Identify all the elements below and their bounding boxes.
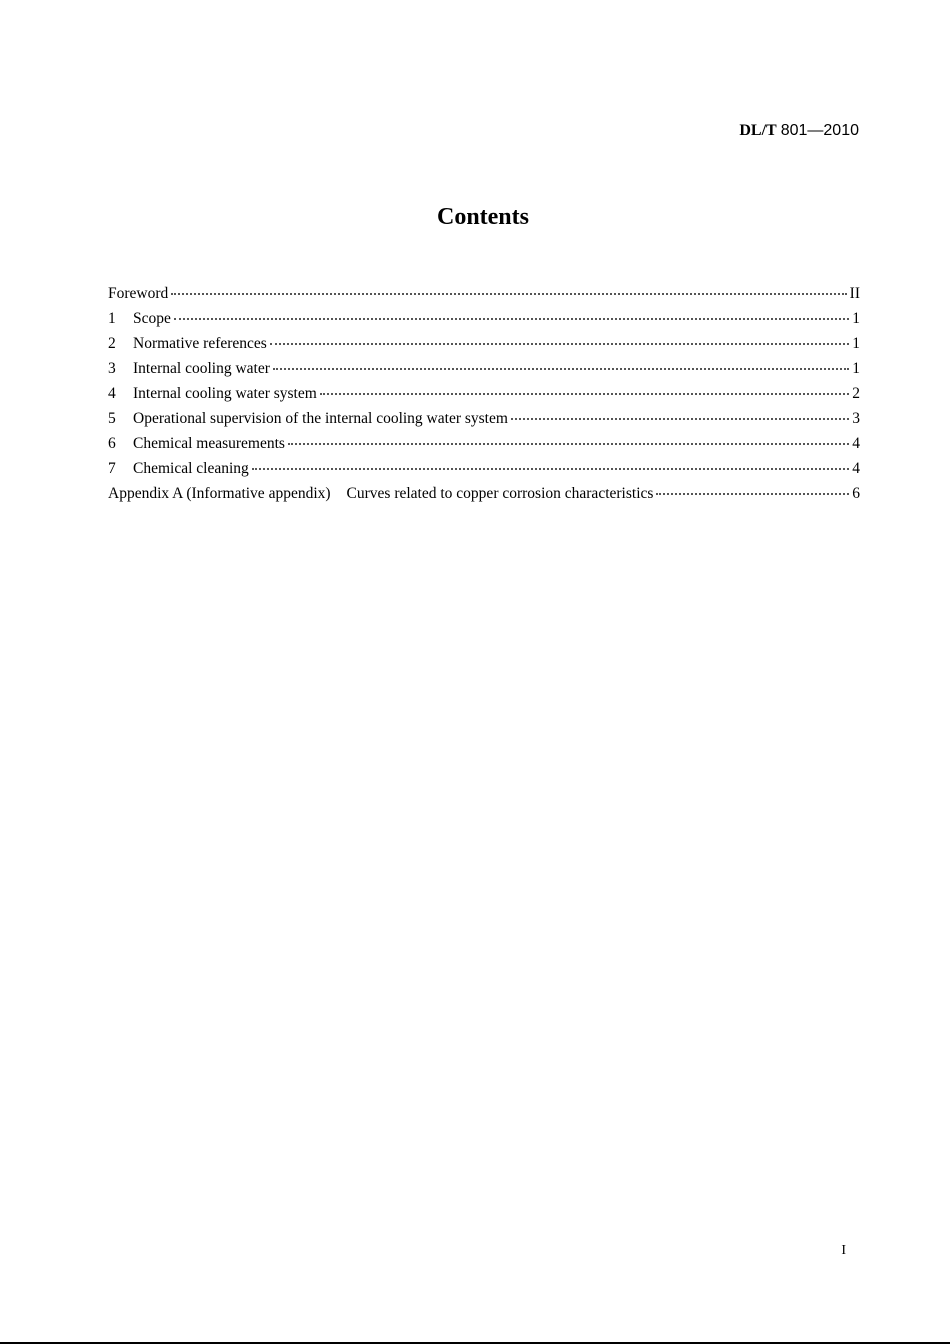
standard-code: DL/T — [739, 122, 777, 139]
toc-entry-normative-references[interactable] — [108, 334, 860, 359]
page-number: I — [841, 1243, 846, 1258]
toc-entry-title: Chemical cleaning — [133, 460, 249, 477]
toc-entry-page: 3 — [852, 410, 860, 427]
toc-entry-number: 1 — [108, 310, 116, 327]
toc-entry-page: 4 — [852, 435, 860, 452]
toc-entry-title: Internal cooling water — [133, 360, 270, 377]
toc-dot-leader — [320, 393, 849, 395]
standard-number: 801—2010 — [780, 122, 859, 139]
toc-entry-page: 4 — [852, 460, 860, 477]
toc-entry-page: 1 — [852, 310, 860, 327]
toc-entry-page: 6 — [852, 485, 860, 502]
toc-entry-number: 2 — [108, 335, 116, 352]
toc-dot-leader — [288, 443, 849, 445]
toc-entry-title: Foreword — [108, 285, 169, 302]
toc-dot-leader — [171, 293, 846, 295]
toc-entry-title: Chemical measurements — [133, 435, 285, 452]
toc-entry-chemical-measurements[interactable] — [108, 434, 860, 459]
toc-entry-internal-cooling-water[interactable] — [108, 359, 860, 384]
toc-entry-number: 6 — [108, 435, 116, 452]
toc-entry-page: 1 — [852, 360, 860, 377]
toc-entry-title: Operational supervision of the internal cooling water system — [133, 410, 508, 427]
appendix-label: Appendix A (Informative appendix) — [108, 485, 331, 502]
toc-entry-page: II — [849, 285, 860, 302]
toc-dot-leader — [174, 318, 849, 320]
toc-dot-leader — [511, 418, 849, 420]
toc-entry-number: 7 — [108, 460, 116, 477]
toc-dot-leader — [273, 368, 849, 370]
table-of-contents — [108, 284, 860, 509]
toc-entry-internal-cooling-water-system[interactable] — [108, 384, 860, 409]
appendix-subtitle: Curves related to copper corrosion characteristics — [346, 485, 654, 502]
toc-entry-title: Normative references — [133, 335, 267, 352]
toc-entry-page: 1 — [852, 335, 860, 352]
toc-entry-title: Internal cooling water system — [133, 385, 317, 402]
toc-entry-page: 2 — [852, 385, 860, 402]
toc-entry-title — [108, 484, 653, 504]
toc-dot-leader — [252, 468, 849, 470]
toc-dot-leader — [656, 493, 849, 495]
toc-entry-number: 5 — [108, 410, 116, 427]
toc-dot-leader — [270, 343, 849, 345]
toc-entry-foreword[interactable] — [108, 284, 860, 309]
page-title: Contents — [436, 204, 529, 230]
toc-entry-chemical-cleaning[interactable] — [108, 459, 860, 484]
toc-entry-title: Scope — [133, 310, 171, 327]
toc-entry-number: 4 — [108, 385, 116, 402]
toc-entry-scope[interactable] — [108, 309, 860, 334]
page-header — [739, 122, 859, 140]
toc-entry-number: 3 — [108, 360, 116, 377]
toc-entry-operational-supervision[interactable] — [108, 409, 860, 434]
toc-entry-appendix-a[interactable] — [108, 484, 860, 509]
